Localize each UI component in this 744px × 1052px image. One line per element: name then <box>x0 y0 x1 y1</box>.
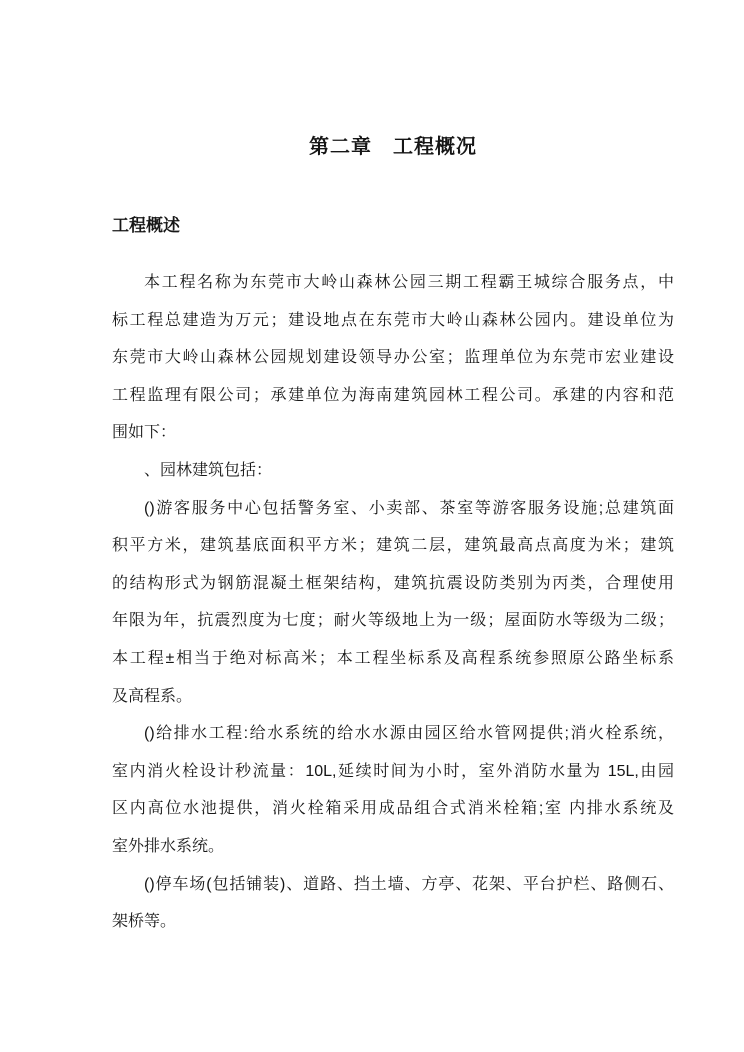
text-line: 、园林建筑包括： <box>144 461 273 479</box>
chapter-title: 第二章 工程概况 <box>309 136 477 158</box>
text-line: ()给排水工程:给水系统的给水水源由园区给水管网提供;消火栓系统， <box>144 725 674 743</box>
paragraph <box>112 866 674 941</box>
paragraph <box>112 715 674 865</box>
text-line: ()停车场(包括铺装)、道路、挡土墙、方亭、花架、平台护栏、路侧石、 <box>144 875 674 893</box>
text-line: 标工程总建造为万元；建设地点在东莞市大岭山森林公园内。建设单位为 <box>112 311 674 329</box>
text-line: 年限为年，抗震烈度为七度；耐火等级地上为一级；屋面防水等级为二级； <box>112 612 674 630</box>
text-line: ()游客服务中心包括警务室、小卖部、茶室等游客服务设施;总建筑面 <box>144 499 674 517</box>
text-line: 围如下： <box>112 424 177 442</box>
paragraph <box>112 264 674 452</box>
section-heading: 工程概述 <box>112 216 180 235</box>
document-content <box>112 0 674 941</box>
text-line: 本工程名称为东莞市大岭山森林公园三期工程霸王城综合服务点，中 <box>144 274 674 291</box>
text-line: 室内消火栓设计秒流量：10L,延续时间为小时，室外消防水量为 15L,由园 <box>112 762 674 780</box>
text-line: 积平方米，建筑基底面积平方米；建筑二层，建筑最高点高度为米；建筑 <box>112 537 674 555</box>
text-line: 区内高位水池提供，消火栓箱采用成品组合式消米栓箱;室 内排水系统及 <box>112 800 674 818</box>
text-line: 架桥等。 <box>112 913 177 931</box>
body-paragraphs <box>112 264 674 941</box>
text-line: 工程监理有限公司；承建单位为海南建筑园林工程公司。承建的内容和范 <box>112 386 674 404</box>
paragraph <box>112 490 674 716</box>
text-line: 东莞市大岭山森林公园规划建设领导办公室；监理单位为东莞市宏业建设 <box>112 349 674 367</box>
paragraph <box>112 452 674 490</box>
text-line: 本工程±相当于绝对标高米；本工程坐标系及高程系统参照原公路坐标系 <box>112 649 674 667</box>
text-line: 室外排水系统。 <box>112 837 225 855</box>
text-line: 的结构形式为钢筋混凝土框架结构，建筑抗震设防类别为丙类，合理使用 <box>112 574 674 592</box>
text-line: 及高程系。 <box>112 687 193 705</box>
